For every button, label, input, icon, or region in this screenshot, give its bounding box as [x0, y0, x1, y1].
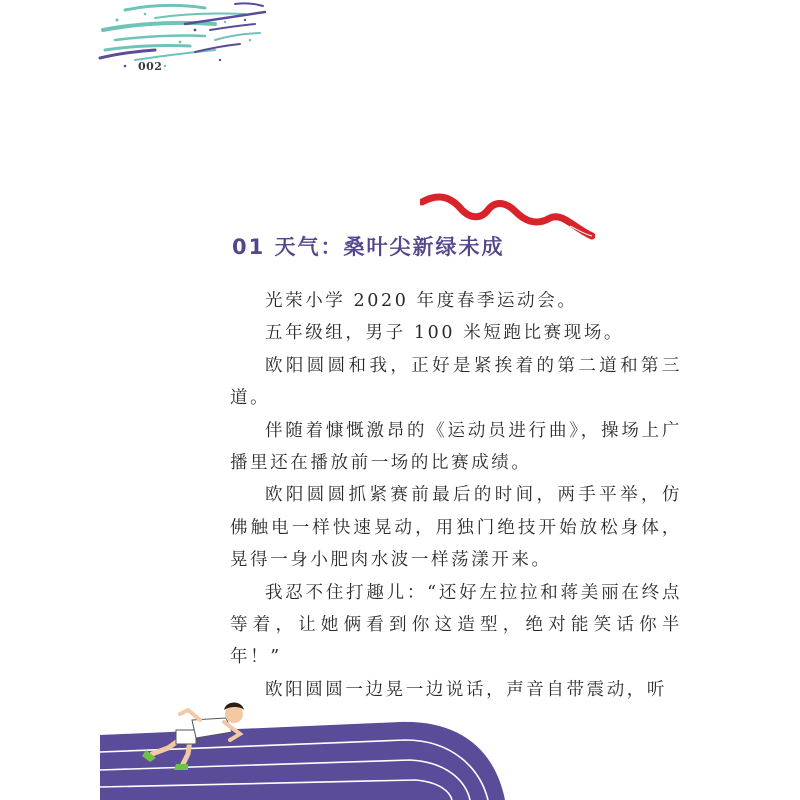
paragraph: 光荣小学 2020 年度春季运动会。	[265, 291, 578, 311]
running-track-illustration	[0, 690, 800, 800]
paragraph: 五年级组，男子 100 米短跑比赛现场。	[265, 323, 625, 344]
chapter-title: 01 天气：桑叶尖新绿未成	[232, 235, 505, 259]
body-text	[230, 285, 682, 706]
paint-streaks-decoration	[95, 0, 270, 75]
paragraph: 伴随着慷慨激昂的《运动员进行曲》，操场上广播里还在播放前一场的比赛成绩。	[230, 420, 682, 474]
page-number: 002	[138, 60, 163, 73]
paragraph: 我忍不住打趣儿：“还好左拉拉和蒋美丽在终点等着，让她俩看到你这造型，绝对能笑话你半年！”	[230, 582, 682, 668]
paragraph: 欧阳圆圆抓紧赛前最后的时间，两手平举，仿佛触电一样快速晃动，用独门绝技开始放松身体，晃得一身小肥肉水波一样荡漾开来。	[230, 485, 682, 571]
paragraph: 欧阳圆圆和我，正好是紧挨着的第二道和第三道。	[230, 355, 682, 409]
paragraph: 欧阳圆圆一边晃一边说话，声音自带震动，听	[265, 679, 667, 700]
